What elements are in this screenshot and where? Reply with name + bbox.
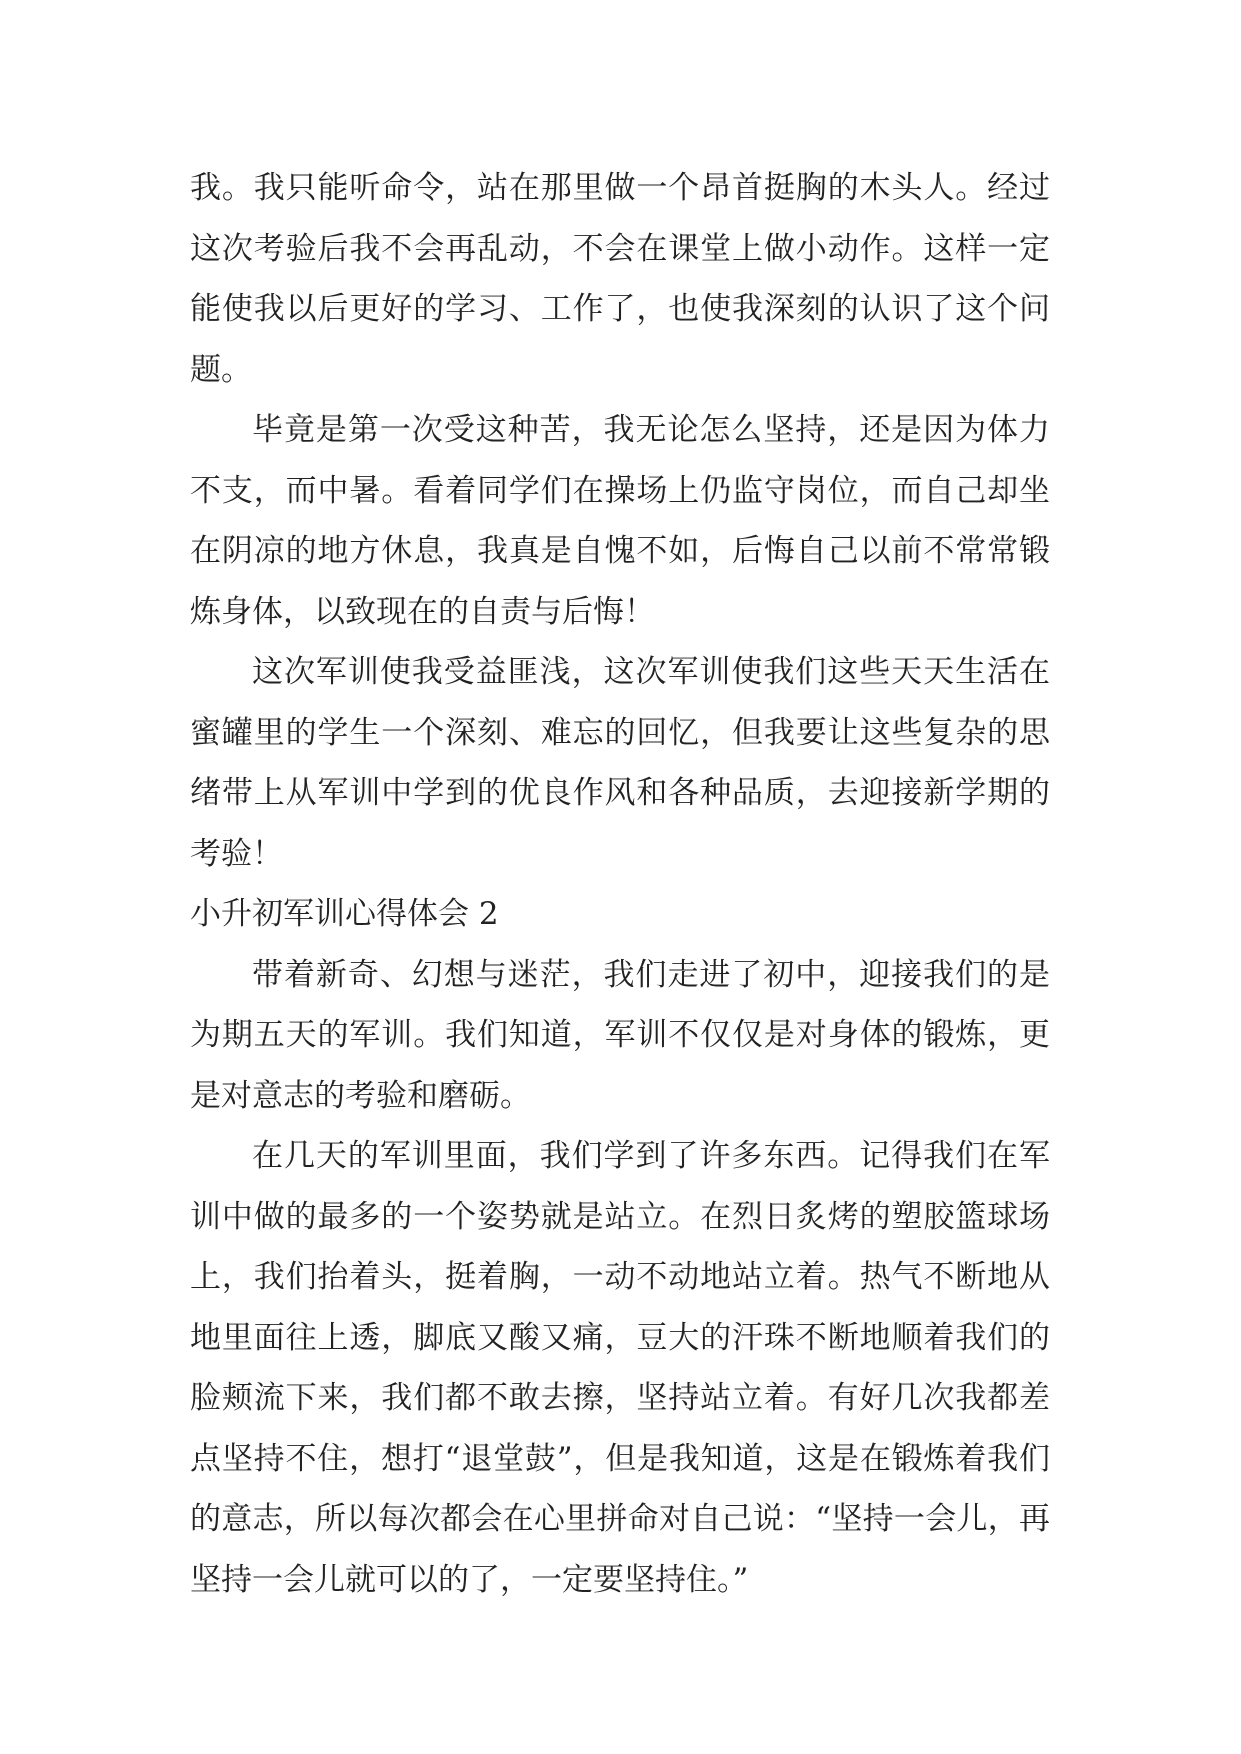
section-heading: 小升初军训心得体会 2 [190,896,499,932]
paragraph-3: 这次军训使我受益匪浅，这次军训使我们这些天天生活在蜜罐里的学生一个深刻、难忘的回忆，但我要让这些复杂的思绪带上从军训中学到的优良作风和各种品质，去迎接新学期的考验！ [190,654,1050,872]
paragraph-4: 带着新奇、幻想与迷茫，我们走进了初中，迎接我们的是为期五天的军训。我们知道，军训不仅仅是对身体的锻炼，更是对意志的考验和磨砺。 [190,956,1050,1114]
paragraph-5: 在几天的军训里面，我们学到了许多东西。记得我们在军训中做的最多的一个姿势就是站立。在烈日炙烤的塑胶篮球场上，我们抬着头，挺着胸，一动不动地站立着。热气不断地从地里面往上透，脚底又酸又痛，豆大的汗珠不断地顺着我们的脸颊流下来，我们都不敢去擦，坚持站立着。有好几次我都差点坚持不住，想打“退堂鼓”，但是我知道，这是在锻炼着我们的意志，所以每次都会在心里拼命对自己说：“坚持一会儿，再坚持一会儿就可以的了，一定要坚持住。” [190,1138,1050,1598]
paragraph-1: 我。我只能听命令，站在那里做一个昂首挺胸的木头人。经过这次考验后我不会再乱动，不会在课堂上做小动作。这样一定能使我以后更好的学习、工作了，也使我深刻的认识了这个问题。 [190,170,1050,388]
paragraph-2: 毕竟是第一次受这种苦，我无论怎么坚持，还是因为体力不支，而中暑。看着同学们在操场上仍监守岗位，而自己却坐在阴凉的地方休息，我真是自愧不如，后悔自己以前不常常锻炼身体，以致现在的自责与后悔！ [190,412,1050,630]
document-body [190,158,1050,1610]
